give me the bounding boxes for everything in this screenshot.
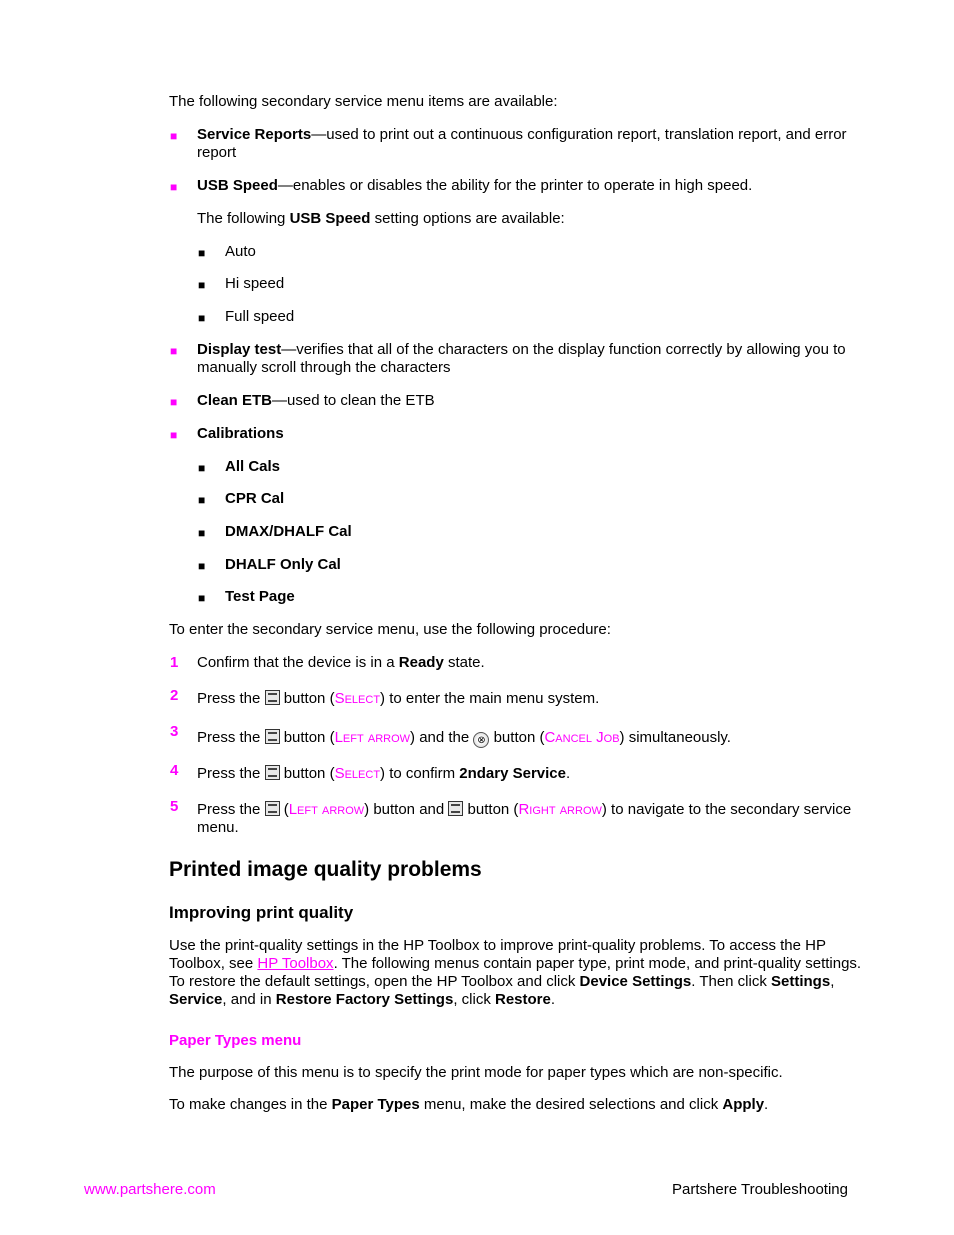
step-number: 4: [170, 762, 179, 779]
usb-speed-note: The following USB Speed setting options are available:: [197, 210, 565, 227]
select-button-icon: [265, 690, 280, 705]
step-3: Press the button (Left arrow) and the ⊗ button (Cancel Job) simultaneously.: [197, 729, 731, 746]
bullet: ■: [198, 278, 206, 292]
cal-option: CPR Cal: [225, 490, 285, 507]
cal-option: All Cals: [225, 458, 281, 475]
select-button-icon: [265, 765, 280, 780]
list-item-service-reports: Service Reports—used to print out a continuous configuration report, translation report, and error report: [197, 126, 847, 161]
step-number: 3: [170, 723, 179, 740]
bullet: ■: [170, 344, 178, 358]
bullet: ■: [170, 428, 178, 442]
paper-types-instructions: To make changes in the Paper Types menu, make the desired selections and click Apply.: [169, 1096, 769, 1113]
step-number: 2: [170, 687, 179, 704]
bullet: ■: [198, 461, 206, 475]
bullet: ■: [170, 395, 178, 409]
subsection-heading: Improving print quality: [169, 903, 354, 922]
right-arrow-button-icon: [448, 801, 463, 816]
paper-types-paragraph: The purpose of this menu is to specify the print mode for paper types which are non-specific.: [169, 1064, 783, 1081]
footer-website: www.partshere.com: [84, 1181, 216, 1198]
bullet: ■: [198, 246, 206, 260]
cancel-job-button-icon: ⊗: [473, 732, 489, 748]
step-2: Press the button (Select) to enter the main menu system.: [197, 690, 600, 707]
procedure-intro: To enter the secondary service menu, use the following procedure:: [169, 621, 611, 638]
paper-types-heading: Paper Types menu: [169, 1032, 302, 1049]
bullet: ■: [198, 526, 206, 540]
bullet: ■: [170, 180, 178, 194]
cal-option: Test Page: [225, 588, 295, 605]
list-item-clean-etb: Clean ETB—used to clean the ETB: [197, 392, 435, 409]
list-item-display-test: Display test—verifies that all of the characters on the display function correctly by allowing you to manually scroll through the characters: [197, 341, 846, 376]
list-item-usb-speed: USB Speed—enables or disables the ability for the printer to operate in high speed.: [197, 177, 753, 194]
usb-option: Hi speed: [225, 275, 285, 292]
list-item-calibrations: Calibrations: [197, 425, 284, 442]
bullet: ■: [198, 311, 206, 325]
left-arrow-button-icon: [265, 801, 280, 816]
usb-option: Auto: [225, 243, 256, 260]
left-arrow-button-icon: [265, 729, 280, 744]
footer-section-title: Partshere Troubleshooting: [672, 1181, 848, 1198]
intro-text: The following secondary service menu items are available:: [169, 93, 558, 110]
print-quality-paragraph: Use the print-quality settings in the HP Toolbox to improve print-quality problems. To access the HP Toolbox, see HP Toolbox. The following menus contain paper type, print mode, and print-quality settings. To restore the default settings, open the HP Toolbox and click Device Settings. Then click Settings, Service, and in Restore Factory Settings, click Restore.: [169, 937, 862, 1008]
bullet: ■: [198, 591, 206, 605]
step-number: 1: [170, 654, 179, 671]
cal-option: DHALF Only Cal: [225, 556, 341, 573]
step-number: 5: [170, 798, 179, 815]
step-5: Press the (Left arrow) button and button (Right arrow) to navigate to the secondary service menu.: [197, 801, 852, 836]
step-1: Confirm that the device is in a Ready state.: [197, 654, 485, 671]
hp-toolbox-link[interactable]: HP Toolbox: [257, 955, 334, 972]
bullet: ■: [170, 129, 178, 143]
step-4: Press the button (Select) to confirm 2ndary Service.: [197, 765, 571, 782]
section-heading: Printed image quality problems: [169, 858, 482, 881]
bullet: ■: [198, 559, 206, 573]
cal-option: DMAX/DHALF Cal: [225, 523, 352, 540]
usb-option: Full speed: [225, 308, 295, 325]
bullet: ■: [198, 493, 206, 507]
